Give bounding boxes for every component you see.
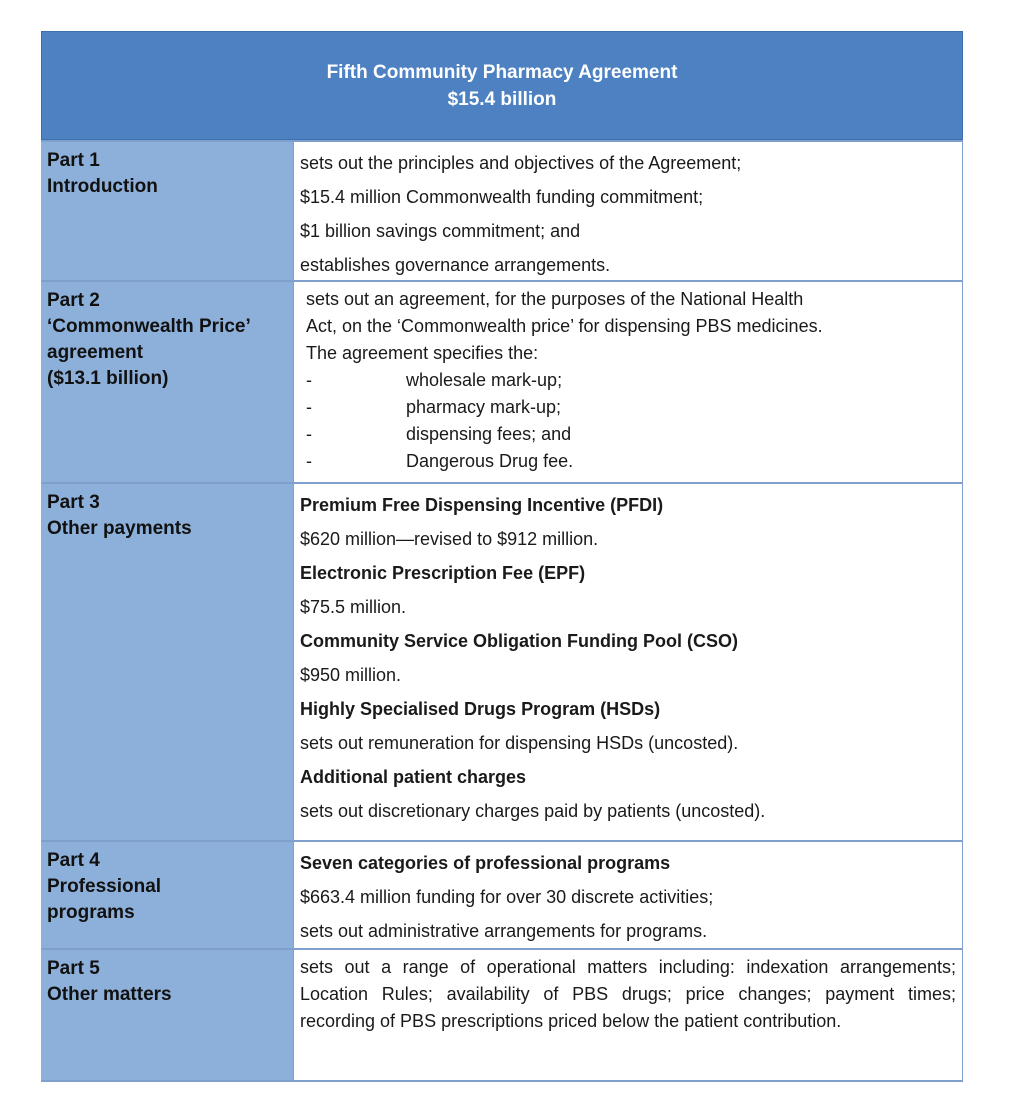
content-paragraph: sets out a range of operational matters including: indexation arrangements; Location Rules; availability of PBS drugs; price changes; payment times; recording of PBS prescriptions priced below the patient contribution.: [300, 957, 956, 1031]
item-text: sets out discretionary charges paid by patients (uncosted).: [300, 801, 766, 821]
list-item: [306, 394, 956, 421]
content-line: The agreement specifies the:: [306, 343, 539, 363]
row-label: [41, 950, 293, 1080]
content-line: sets out the principles and objectives of the Agreement;: [300, 153, 742, 173]
dash-marker: -: [306, 424, 312, 444]
part-amount: ($13.1 billion): [47, 368, 169, 389]
list-item: [306, 448, 956, 475]
part-number: Part 4: [47, 850, 100, 871]
content-line: sets out administrative arrangements for programs.: [300, 921, 708, 941]
row-label: [41, 282, 293, 482]
content-line: sets out an agreement, for the purposes of the National Health: [306, 289, 804, 309]
part-number: Part 5: [47, 958, 100, 979]
table-row-part-2: [41, 282, 963, 484]
table-row-part-1: [41, 140, 963, 282]
row-label: [41, 142, 293, 280]
part-title: ‘Commonwealth Price’: [47, 316, 251, 337]
table-title: Fifth Community Pharmacy Agreement: [326, 61, 678, 83]
item-heading: Additional patient charges: [300, 767, 527, 787]
part-title: Professional: [47, 876, 162, 897]
item-heading: Electronic Prescription Fee (EPF): [300, 563, 586, 583]
item-text: sets out remuneration for dispensing HSDs (uncosted).: [300, 733, 739, 753]
row-label: [41, 842, 293, 948]
item-text: $950 million.: [300, 665, 402, 685]
part-title: Other payments: [47, 518, 192, 539]
row-content: [293, 484, 963, 840]
list-item: [306, 367, 956, 394]
part-title: Introduction: [47, 176, 158, 197]
row-label: [41, 484, 293, 840]
item-heading: Premium Free Dispensing Incentive (PFDI): [300, 495, 664, 515]
item-text: $620 million—revised to $912 million.: [300, 529, 599, 549]
dash-marker: -: [306, 397, 312, 417]
part-number: Part 2: [47, 290, 100, 311]
table-row-part-5: [41, 950, 963, 1082]
dash-marker: -: [306, 370, 312, 390]
item-text: $75.5 million.: [300, 597, 407, 617]
part-title: Other matters: [47, 984, 172, 1005]
part-number: Part 3: [47, 492, 100, 513]
content-line: Act, on the ‘Commonwealth price’ for dispensing PBS medicines.: [306, 316, 823, 336]
table-row-part-3: [41, 484, 963, 842]
content-line: $15.4 million Commonwealth funding commitment;: [300, 187, 704, 207]
item-heading: Community Service Obligation Funding Pool (CSO): [300, 631, 739, 651]
item-heading: Seven categories of professional programs: [300, 853, 671, 873]
table-row-part-4: [41, 842, 963, 950]
content-line: establishes governance arrangements.: [300, 255, 611, 275]
list-item-text: pharmacy mark-up;: [406, 397, 562, 417]
row-content: [293, 950, 963, 1080]
row-content: [293, 282, 963, 482]
list-item-text: Dangerous Drug fee.: [406, 451, 574, 471]
table-header: [41, 31, 963, 140]
part-title: programs: [47, 902, 135, 923]
content-line: $663.4 million funding for over 30 discrete activities;: [300, 887, 714, 907]
row-content: [293, 142, 963, 280]
table-total: $15.4 billion: [447, 88, 557, 110]
list-item-text: dispensing fees; and: [406, 424, 572, 444]
part-number: Part 1: [47, 150, 100, 171]
list-item: [306, 421, 956, 448]
dash-marker: -: [306, 451, 312, 471]
content-line: $1 billion savings commitment; and: [300, 221, 581, 241]
list-item-text: wholesale mark-up;: [406, 370, 563, 390]
item-heading: Highly Specialised Drugs Program (HSDs): [300, 699, 661, 719]
row-content: [293, 842, 963, 948]
agreement-table: [41, 31, 963, 1082]
part-title: agreement: [47, 342, 144, 363]
